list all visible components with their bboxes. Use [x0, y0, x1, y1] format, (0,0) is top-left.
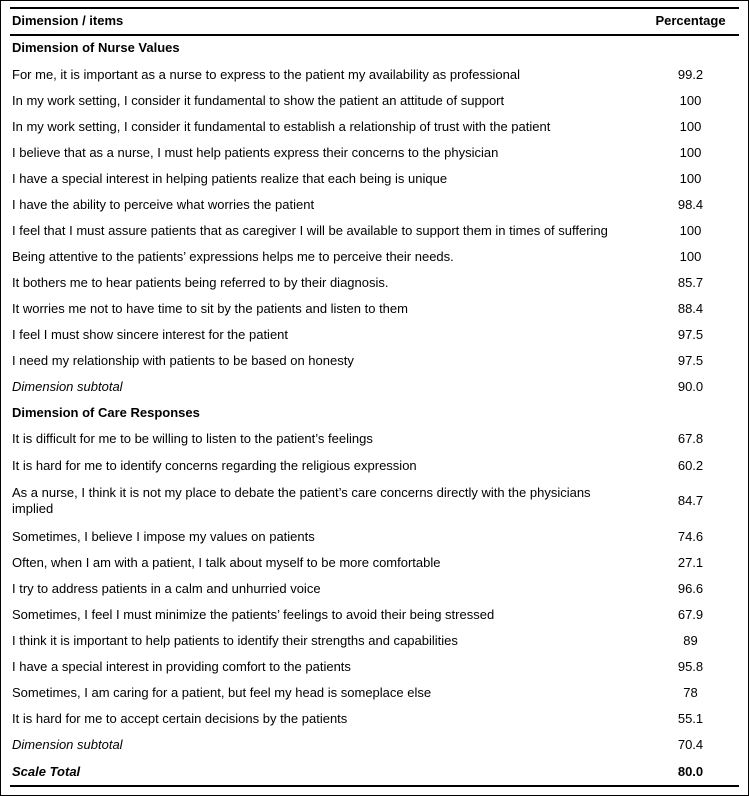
item-text: I have the ability to perceive what worries the patient — [12, 196, 315, 212]
percentage-value: 95.8 — [677, 659, 704, 675]
section-title: Dimension of Nurse Values — [12, 40, 180, 56]
percentage-value: 100 — [679, 144, 702, 160]
section-header-row — [10, 401, 739, 427]
dimension-subtotal-row — [10, 375, 739, 401]
percentage-value: 85.7 — [677, 275, 704, 291]
percentage-value: 98.4 — [677, 196, 704, 212]
dimension-subtotal-row — [10, 733, 739, 759]
table-row — [10, 140, 739, 166]
item-text: I need my relationship with patients to be based on honesty — [12, 353, 354, 369]
table-row — [10, 322, 739, 348]
percentage-value: 55.1 — [677, 711, 704, 727]
scale-total-value: 80.0 — [677, 763, 704, 779]
column-header-percentage: Percentage — [642, 8, 739, 35]
table-row — [10, 707, 739, 733]
item-text: Dimension subtotal — [12, 379, 123, 395]
table-row — [10, 114, 739, 140]
percentage-value: 100 — [679, 222, 702, 238]
item-text: Sometimes, I feel I must minimize the patients’ feelings to avoid their being stressed — [12, 606, 495, 622]
table-row — [10, 654, 739, 680]
item-text: In my work setting, I consider it fundamental to show the patient an attitude of support — [12, 92, 505, 108]
section-header-row — [10, 35, 739, 62]
table-row — [10, 88, 739, 114]
percentage-value: 67.8 — [677, 431, 704, 447]
percentage-value: 89 — [683, 633, 698, 649]
item-text: Dimension subtotal — [12, 737, 123, 753]
percentage-value: 70.4 — [677, 737, 704, 753]
item-text: Sometimes, I am caring for a patient, but feel my head is someplace else — [12, 685, 432, 701]
item-text: Being attentive to the patients’ expressions helps me to perceive their needs. — [12, 249, 454, 264]
item-text: It is hard for me to identify concerns regarding the religious expression — [12, 457, 417, 473]
percentage-value: 100 — [679, 249, 702, 264]
table-row — [10, 680, 739, 706]
percentage-value: 67.9 — [677, 606, 704, 622]
percentage-value: 96.6 — [677, 580, 704, 596]
percentage-value: 84.7 — [677, 493, 704, 509]
table-row — [10, 270, 739, 296]
percentage-table — [10, 7, 739, 787]
column-header-items: Dimension / items — [10, 8, 642, 35]
table-row — [10, 244, 739, 270]
table-row — [10, 550, 739, 576]
table-row — [10, 192, 739, 218]
table-row — [10, 628, 739, 654]
table-row — [10, 62, 739, 88]
percentage-value: 100 — [679, 92, 702, 108]
item-text: I feel that I must assure patients that as caregiver I will be available to support them in times of suffering — [12, 222, 608, 238]
percentage-value: 90.0 — [677, 379, 704, 395]
table-row — [10, 166, 739, 192]
percentage-value: 100 — [679, 118, 702, 134]
table-row — [10, 602, 739, 628]
scale-total-label: Scale Total — [12, 763, 81, 779]
item-text: Often, when I am with a patient, I talk about myself to be more comfortable — [12, 554, 441, 570]
percentage-value: 99.2 — [677, 66, 704, 82]
item-text: It bothers me to hear patients being referred to by their diagnosis. — [12, 275, 389, 291]
percentage-value: 78 — [683, 685, 698, 701]
item-text: It is hard for me to accept certain decisions by the patients — [12, 711, 348, 727]
percentage-value: 100 — [679, 170, 702, 186]
item-text: I have a special interest in providing comfort to the patients — [12, 659, 351, 675]
table-row — [10, 524, 739, 550]
item-text: I have a special interest in helping patients realize that each being is unique — [12, 170, 448, 186]
item-text: I try to address patients in a calm and unhurried voice — [12, 580, 321, 596]
percentage-value: 27.1 — [677, 554, 704, 570]
table-row — [10, 296, 739, 322]
item-text: I feel I must show sincere interest for the patient — [12, 327, 289, 343]
percentage-value: 97.5 — [677, 327, 704, 343]
section-title: Dimension of Care Responses — [12, 405, 200, 421]
percentage-value: 88.4 — [677, 301, 704, 317]
item-text: It worries me not to have time to sit by the patients and listen to them — [12, 301, 408, 317]
item-text: I believe that as a nurse, I must help patients express their concerns to the physician — [12, 144, 499, 160]
table-row — [10, 576, 739, 602]
item-text: Sometimes, I believe I impose my values on patients — [12, 528, 315, 544]
table-row — [10, 453, 739, 479]
item-text: It is difficult for me to be willing to listen to the patient’s feelings — [12, 431, 373, 447]
table-row — [10, 479, 739, 524]
item-text: For me, it is important as a nurse to express to the patient my availability as professional — [12, 66, 520, 82]
table-row — [10, 427, 739, 453]
percentage-value: 97.5 — [677, 353, 704, 369]
percentage-value: 74.6 — [677, 528, 704, 544]
percentage-value: 60.2 — [677, 457, 704, 473]
scale-total-row — [10, 759, 739, 786]
table-row — [10, 349, 739, 375]
item-text: As a nurse, I think it is not my place to debate the patient’s care concerns directly with the physicians implied — [12, 484, 591, 517]
table-header-row — [10, 8, 739, 35]
item-text: I think it is important to help patients to identify their strengths and capabilities — [12, 633, 458, 649]
item-text: In my work setting, I consider it fundamental to establish a relationship of trust with the patient — [12, 118, 551, 134]
table-row — [10, 218, 739, 244]
